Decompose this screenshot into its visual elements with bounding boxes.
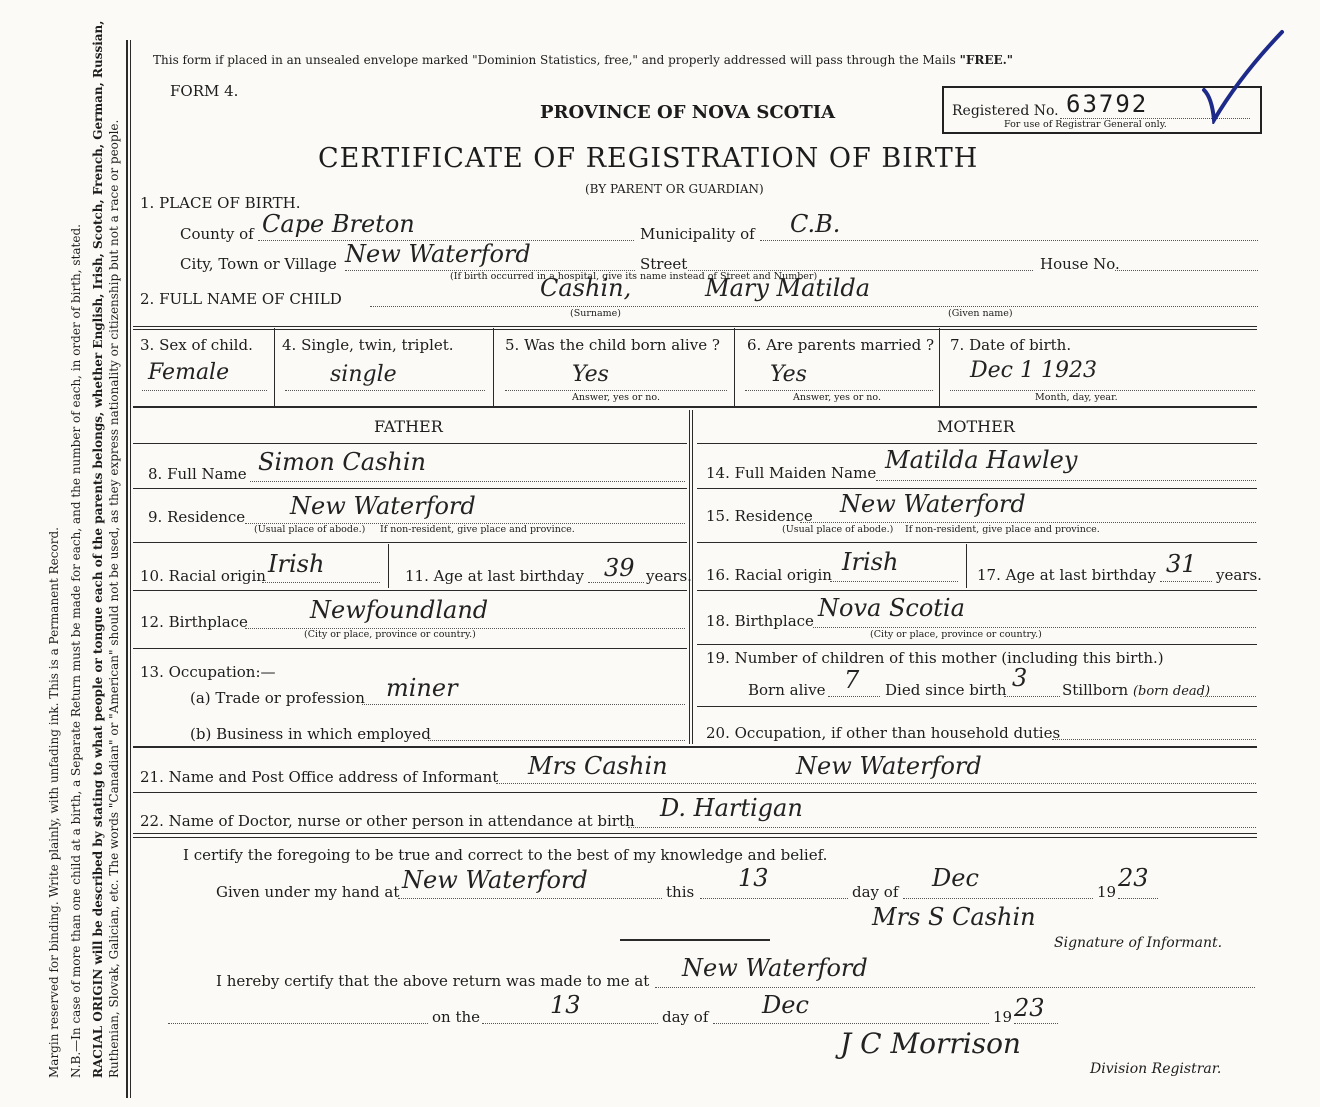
doctor-value: D. Hartigan <box>660 794 803 822</box>
cert-year-prefix: 19 <box>1097 883 1117 901</box>
child-name-line <box>370 306 1258 307</box>
died-since-birth-line <box>1004 696 1060 697</box>
registrar-general-note: For use of Registrar General only. <box>1004 119 1167 130</box>
informant-address-value: New Waterford <box>796 752 982 780</box>
registrar-year-line <box>1014 1023 1058 1024</box>
father-age-label: 11. Age at last birthday <box>405 567 584 585</box>
cert-month-value: Dec <box>932 864 979 892</box>
father-racial-origin-label: 10. Racial origin <box>140 567 266 585</box>
father-trade-line <box>362 704 685 705</box>
given-place-value: New Waterford <box>402 866 588 894</box>
informant-top-rule <box>133 746 1257 748</box>
mother-residence-caption-b: If non-resident, give place and province. <box>905 524 1100 535</box>
cert-day-of-label: day of <box>852 883 899 901</box>
date-of-birth-line <box>950 390 1255 391</box>
father-age-unit: years. <box>646 567 692 585</box>
single-line <box>285 390 485 391</box>
father-residence-caption-a: (Usual place of abode.) <box>254 524 366 535</box>
margin-rule <box>126 40 128 1098</box>
born-alive-caption: Answer, yes or no. <box>572 392 661 403</box>
father-name-value: Simon Cashin <box>258 448 426 476</box>
informant-label: 21. Name and Post Office address of Informant <box>140 768 499 786</box>
mother-children-label: 19. Number of children of this mother (including this birth.) <box>706 649 1164 667</box>
registrar-year-prefix: 19 <box>993 1008 1013 1026</box>
parents-married-value: Yes <box>770 362 807 387</box>
sex-line <box>142 390 267 391</box>
father-name-line <box>250 481 685 482</box>
mother-residence-value: New Waterford <box>840 490 1026 518</box>
sex-value: Female <box>148 360 230 385</box>
father-row-rule-3 <box>133 590 687 591</box>
father-birthplace-label: 12. Birthplace <box>140 613 248 631</box>
mother-age-line <box>1160 581 1212 582</box>
father-name-label: 8. Full Name <box>148 465 247 483</box>
sex-label: 3. Sex of child. <box>140 336 253 354</box>
division-registrar-caption: Division Registrar. <box>1090 1061 1222 1077</box>
parents-married-line <box>745 390 933 391</box>
registrar-day-of-label: day of <box>662 1008 709 1026</box>
father-row-rule-2 <box>133 542 687 543</box>
born-alive-line <box>505 390 727 391</box>
registrar-month-line <box>713 1023 989 1024</box>
mother-row-rule-2 <box>697 542 1257 543</box>
surname-caption: (Surname) <box>570 308 621 319</box>
row3-divider-3 <box>734 328 735 406</box>
row3-divider-4 <box>939 328 940 406</box>
father-heading: FATHER <box>374 417 443 436</box>
born-alive-label: 5. Was the child born alive ? <box>505 336 720 354</box>
margin-racial-origin-note: RACIAL ORIGIN will be described by stating to what people or tongue each of the parents belongs, whether English, Irish, Scotch, French, German, Russian, <box>91 20 105 1078</box>
father-age-line <box>588 582 644 583</box>
born-alive-count-value: 7 <box>844 666 860 694</box>
registrar-day-line <box>482 1023 658 1024</box>
mail-notice-text: This form if placed in an unsealed envelope marked "Dominion Statistics, free," and properly addressed will pass through the Mails <box>153 53 956 67</box>
mail-notice-free: "FREE." <box>959 53 1014 67</box>
signature-of-informant-caption: Signature of Informant. <box>1054 935 1223 951</box>
province-heading: PROVINCE OF NOVA SCOTIA <box>540 102 836 123</box>
given-name-caption: (Given name) <box>948 308 1013 319</box>
stillborn-label-text: Stillborn <box>1062 681 1129 699</box>
stillborn-note: (born dead) <box>1132 684 1211 699</box>
given-place-line <box>398 898 662 899</box>
form-number: FORM 4. <box>170 82 239 100</box>
father-row-rule-1 <box>133 488 687 489</box>
mother-birthplace-label: 18. Birthplace <box>706 612 814 630</box>
father-residence-value: New Waterford <box>290 492 476 520</box>
mother-birthplace-caption: (City or place, province or country.) <box>870 629 1042 640</box>
mother-age-label: 17. Age at last birthday <box>977 566 1156 584</box>
date-of-birth-label: 7. Date of birth. <box>950 336 1072 354</box>
house-number-line <box>1115 270 1258 271</box>
row3-top-rule <box>133 326 1257 327</box>
mother-racial-age-divider <box>966 544 967 588</box>
informant-signature: Mrs S Cashin <box>872 903 1036 931</box>
certificate-subtitle: (BY PARENT OR GUARDIAN) <box>585 182 764 196</box>
father-occupation-label: 13. Occupation:— <box>140 663 276 681</box>
mother-racial-origin-value: Irish <box>842 548 899 576</box>
doctor-bottom-rule-2 <box>133 837 1257 838</box>
mother-heading: MOTHER <box>937 417 1015 436</box>
father-row-rule-4 <box>133 648 687 649</box>
row3-divider-1 <box>274 328 275 406</box>
municipality-value: C.B. <box>790 210 841 238</box>
registrar-statement: I hereby certify that the above return was made to me at <box>216 972 650 990</box>
born-alive-count-line <box>828 696 880 697</box>
mother-occupation-line <box>1052 739 1256 740</box>
place-of-birth-label: 1. PLACE OF BIRTH. <box>140 194 301 212</box>
parents-married-caption: Answer, yes or no. <box>793 392 882 403</box>
row3-bottom-rule <box>133 406 1257 408</box>
mother-racial-origin-label: 16. Racial origin <box>706 566 832 584</box>
father-birthplace-value: Newfoundland <box>310 596 489 624</box>
child-surname-value: Cashin, <box>540 274 632 302</box>
cert-month-line <box>903 898 1093 899</box>
parents-divider-2 <box>692 410 693 744</box>
cert-day-line <box>700 898 848 899</box>
registrar-place-value: New Waterford <box>682 954 868 982</box>
certificate-title: CERTIFICATE OF REGISTRATION OF BIRTH <box>318 143 979 174</box>
doctor-label: 22. Name of Doctor, nurse or other person in attendance at birth <box>140 812 635 830</box>
registered-number: 63792 <box>1066 90 1149 118</box>
registered-label: Registered No. <box>952 103 1059 119</box>
mother-maiden-name-line <box>876 480 1256 481</box>
parents-married-label: 6. Are parents married ? <box>747 336 935 354</box>
father-business-line <box>428 740 685 741</box>
mother-heading-rule <box>697 443 1257 444</box>
father-residence-caption-b: If non-resident, give place and province. <box>380 524 575 535</box>
margin-nb-note: N.B.—In case of more than one child at a birth, a Separate Return must be made for each, and the number of each, in order of birth, stated. <box>69 224 83 1078</box>
mother-residence-label: 15. Residence <box>706 507 813 525</box>
hospital-note: (If birth occurred in a hospital, give its name instead of Street and Number) <box>450 271 818 282</box>
born-alive-value: Yes <box>572 362 609 387</box>
single-twin-triplet-label: 4. Single, twin, triplet. <box>282 336 454 354</box>
mother-birthplace-value: Nova Scotia <box>818 594 965 622</box>
father-birthplace-caption: (City or place, province or country.) <box>304 629 476 640</box>
certify-statement: I certify the foregoing to be true and correct to the best of my knowledge and belief. <box>183 846 828 864</box>
given-under-hand-label: Given under my hand at <box>216 883 400 901</box>
registrar-month-value: Dec <box>762 991 809 1019</box>
registrar-day-value: 13 <box>550 991 581 1019</box>
margin-nationality-note: Ruthenian, Slovak, Galician, etc. The words "Canadian" or "American" should not be used, as they express nationality or citizenship but not a race or people. <box>107 119 121 1078</box>
mother-row-rule-3 <box>697 590 1257 591</box>
house-number-label: House No. <box>1040 255 1120 273</box>
father-trade-label: (a) Trade or profession <box>190 689 365 707</box>
municipality-line <box>760 240 1258 241</box>
registrar-signature: J C Morrison <box>840 1027 1021 1060</box>
father-residence-label: 9. Residence <box>148 508 246 526</box>
city-label: City, Town or Village <box>180 255 337 273</box>
check-mark-icon <box>1200 28 1290 124</box>
street-label: Street <box>640 255 688 273</box>
mother-birthplace-line <box>813 627 1256 628</box>
row3-top-rule-2 <box>133 329 1257 330</box>
stillborn-label <box>1062 683 1210 698</box>
cert-year-value: 23 <box>1118 864 1149 892</box>
mother-residence-line <box>800 522 1256 523</box>
single-value: single <box>330 362 397 387</box>
father-racial-age-divider <box>388 544 389 588</box>
mother-residence-caption-a: (Usual place of abode.) <box>782 524 894 535</box>
registrar-pre-line <box>168 1023 428 1024</box>
cert-year-line <box>1118 898 1158 899</box>
father-trade-value: miner <box>386 674 458 702</box>
informant-name-value: Mrs Cashin <box>528 752 668 780</box>
registrar-place-line <box>655 987 1255 988</box>
mother-row-rule-1 <box>697 488 1257 489</box>
this-label: this <box>666 883 695 901</box>
mail-notice <box>153 54 1013 66</box>
municipality-label: Municipality of <box>640 225 755 243</box>
city-value: New Waterford <box>345 240 531 268</box>
short-rule <box>620 939 770 941</box>
mother-age-unit: years. <box>1216 566 1262 584</box>
born-alive-count-label: Born alive <box>748 681 826 699</box>
died-since-birth-value: 3 <box>1012 664 1028 692</box>
father-racial-origin-value: Irish <box>268 550 325 578</box>
mother-maiden-name-label: 14. Full Maiden Name <box>706 464 877 482</box>
cert-day-value: 13 <box>738 864 769 892</box>
mother-maiden-name-value: Matilda Hawley <box>885 446 1078 474</box>
died-since-birth-label: Died since birth <box>885 681 1007 699</box>
child-given-name-value: Mary Matilda <box>705 274 871 302</box>
mother-occupation-label: 20. Occupation, if other than household duties <box>706 724 1061 742</box>
margin-binding-note: Margin reserved for binding. Write plainly, with unfading ink. This is a Permanent Record. <box>47 527 61 1078</box>
father-business-label: (b) Business in which employed <box>190 725 431 743</box>
stillborn-line <box>1200 696 1256 697</box>
date-of-birth-caption: Month, day, year. <box>1035 392 1118 403</box>
county-value: Cape Breton <box>262 210 415 238</box>
child-name-label: 2. FULL NAME OF CHILD <box>140 290 342 308</box>
margin-rule-inner <box>130 40 131 1098</box>
registrar-year-value: 23 <box>1014 994 1045 1022</box>
informant-line <box>496 783 1256 784</box>
county-label: County of <box>180 225 254 243</box>
mother-racial-origin-line <box>830 581 958 582</box>
doctor-bottom-rule <box>133 833 1257 834</box>
row3-divider-2 <box>493 328 494 406</box>
mother-age-value: 31 <box>1166 550 1197 578</box>
father-racial-origin-line <box>262 582 380 583</box>
date-of-birth-value: Dec 1 1923 <box>970 358 1097 383</box>
father-age-value: 39 <box>604 554 635 582</box>
mother-row-rule-4 <box>697 644 1257 645</box>
mother-row-rule-5 <box>697 706 1257 707</box>
informant-bottom-rule <box>133 792 1257 793</box>
on-the-label: on the <box>432 1008 481 1026</box>
doctor-line <box>628 827 1256 828</box>
father-heading-rule <box>133 443 687 444</box>
